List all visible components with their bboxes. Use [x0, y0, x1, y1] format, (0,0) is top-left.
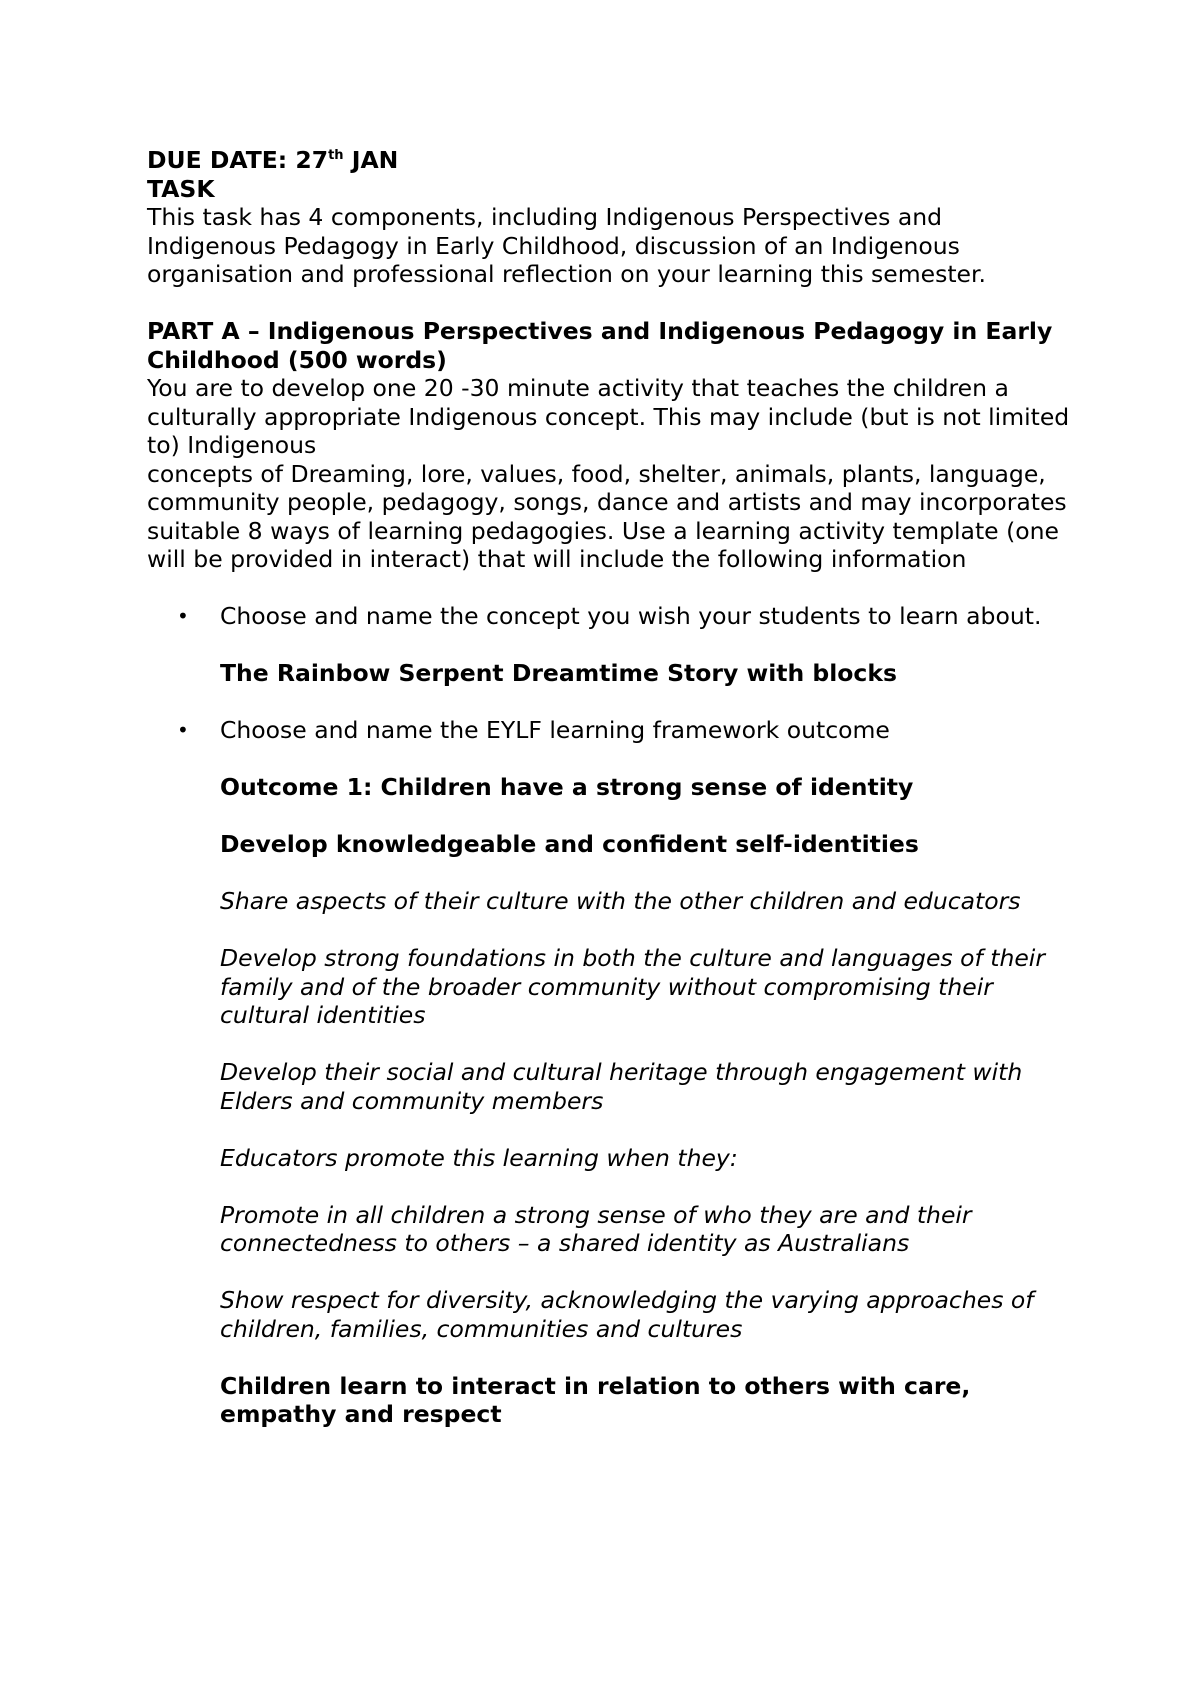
educators-lead: Educators promote this learning when they:	[220, 1143, 738, 1172]
educator-point-2: Show respect for diversity, acknowledging the varying approaches of children, families, communities and cultures	[220, 1286, 1034, 1343]
outcome-heading: Outcome 1: Children have a strong sense of identity	[220, 773, 914, 801]
part-a-description-1: You are to develop one 20 -30 minute activity that teaches the children a culturally appropriate Indigenous concept. This may include (but is not limited to) Indigenous	[147, 374, 1070, 459]
list-item	[147, 602, 1077, 631]
part-a-heading: PART A – Indigenous Perspectives and Indigenous Pedagogy in Early Childhood (500 words)	[147, 317, 1053, 374]
outcome-point-3: Develop their social and cultural heritage through engagement with Elders and community members	[220, 1058, 1023, 1115]
part-a-description-2: concepts of Dreaming, lore, values, food, shelter, animals, plants, language, community people, pedagogy, songs, dance and artists and may incorporates suitable 8 ways of learning pedagogies. Use a learning activity template (one will be provided in interact) that will include the following information	[147, 459, 1067, 573]
outcome-point-2: Develop strong foundations in both the culture and languages of their family and of the broader community without compromising their cultural identities	[220, 944, 1046, 1029]
outcome-subheading: Develop knowledgeable and confident self-identities	[220, 830, 919, 858]
due-date-suffix: th	[328, 148, 344, 163]
list-item	[147, 716, 1077, 745]
task-intro: This task has 4 components, including Indigenous Perspectives and Indigenous Pedagogy in Early Childhood, discussion of an Indigenous organisation and professional reflection on your learning this semester.	[147, 203, 986, 288]
document-page	[147, 146, 1077, 1429]
list-item-text: Choose and name the EYLF learning framework outcome	[220, 716, 890, 744]
bullet-icon: •	[177, 718, 189, 742]
due-date	[147, 146, 1077, 175]
outcome-point-1: Share aspects of their culture with the other children and educators	[220, 887, 1021, 915]
educator-point-1: Promote in all children a strong sense of who they are and their connectedness to others – a shared identity as Australians	[220, 1200, 972, 1257]
task-heading: TASK	[147, 174, 215, 203]
due-date-label: DUE DATE: 27	[147, 146, 329, 174]
concept-answer: The Rainbow Serpent Dreamtime Story with blocks	[220, 659, 897, 687]
list-item-text: Choose and name the concept you wish your students to learn about.	[220, 602, 1042, 630]
closing-heading: Children learn to interact in relation to others with care, empathy and respect	[220, 1371, 971, 1428]
bullet-icon: •	[177, 604, 189, 628]
due-date-month: JAN	[343, 146, 399, 174]
